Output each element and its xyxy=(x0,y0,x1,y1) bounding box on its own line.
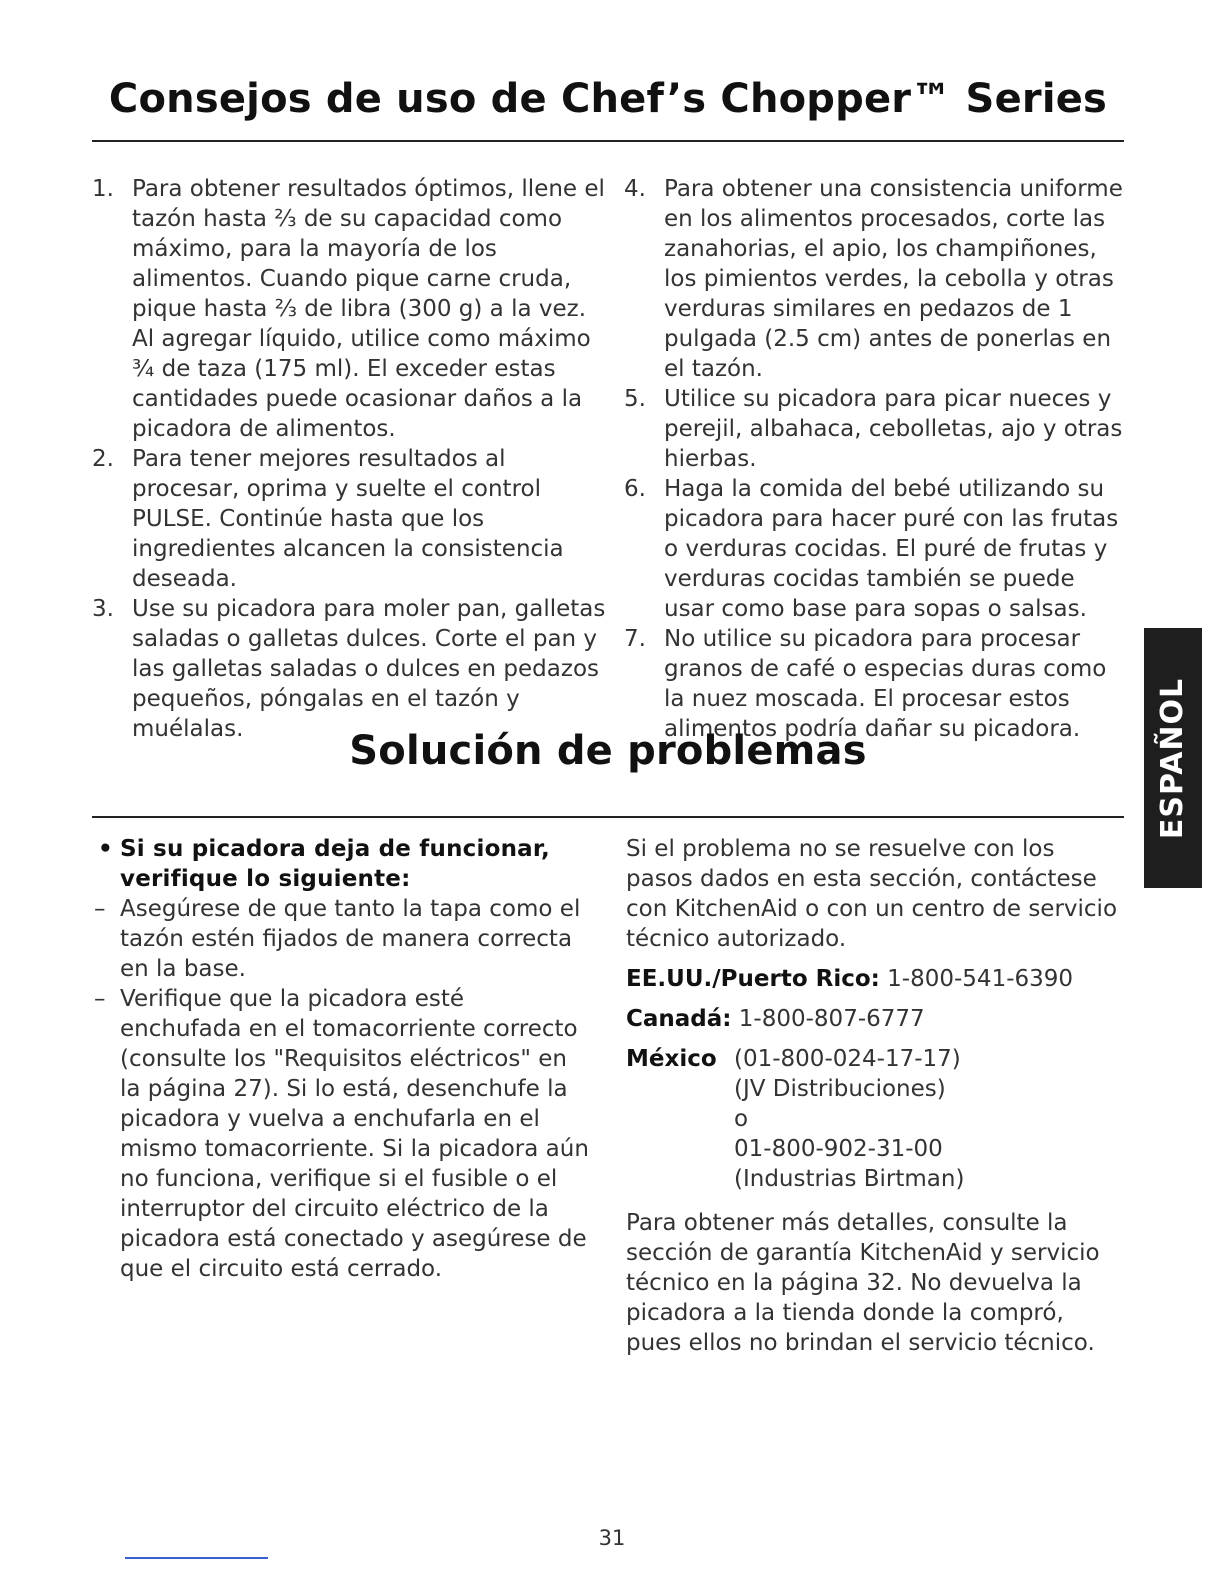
tip-number: 3. xyxy=(92,596,114,622)
contact-intro: Si el problema no se resuelve con los pasos dados en esta sección, contáctese con KitchenAid o con un centro de servicio técnico autorizado. xyxy=(626,836,1118,952)
us-label: EE.UU./Puerto Rico: xyxy=(626,966,880,992)
check-text: Verifique que la picadora esté enchufada en el tomacorriente correcto (consulte los "Requisitos eléctricos" en la página 27). Si lo está, desenchufe la picadora y vuelva a enchufarla en el mismo tomacorriente. Si la picadora aún no funciona, verifique si el fusible o el interruptor del circuito eléctrico de la picadora está conectado y asegúrese de que el circuito está cerrado. xyxy=(120,986,589,1282)
tips-list-left xyxy=(92,174,612,744)
tip-item-3 xyxy=(92,594,612,744)
tip-item-1 xyxy=(92,174,612,444)
tip-text: Use su picadora para moler pan, galletas saladas o galletas dulces. Corte el pan y las galletas saladas o dulces en pedazos pequeños, póngalas en el tazón y muélalas. xyxy=(132,596,606,742)
contact-mexico xyxy=(626,1044,1126,1194)
tip-number: 7. xyxy=(624,626,646,652)
check-item xyxy=(92,894,592,984)
check-item xyxy=(92,984,592,1284)
tips-title: Consejos de uso de Chef’s Chopper™ Series xyxy=(108,76,1108,122)
dash-icon: – xyxy=(94,896,106,922)
tip-item-5 xyxy=(624,384,1124,474)
title-divider xyxy=(92,140,1124,142)
tip-number: 6. xyxy=(624,476,646,502)
mexico-line: (JV Distribuciones) xyxy=(734,1076,946,1102)
tip-item-4 xyxy=(624,174,1124,384)
closing-paragraph: Para obtener más detalles, consulte la sección de garantía KitchenAid y servicio técnico en la página 32. No devuelva la picadora a la tienda donde la compró, pues ellos no brindan el servicio técnico. xyxy=(626,1210,1100,1356)
contact-info xyxy=(626,834,1126,1358)
check-heading xyxy=(92,834,592,894)
tip-number: 2. xyxy=(92,446,114,472)
troubleshooting-checks xyxy=(92,834,592,1284)
contact-canada xyxy=(626,1004,1126,1034)
tip-text: No utilice su picadora para procesar granos de café o especias duras como la nuez moscada. El procesar estos alimentos podría dañar su picadora. xyxy=(664,626,1107,742)
tip-text: Para obtener resultados óptimos, llene el tazón hasta ⅔ de su capacidad como máximo, para la mayoría de los alimentos. Cuando pique carne cruda, pique hasta ⅔ de libra (300 g) a la vez. Al agregar líquido, utilice como máximo ¾ de taza (175 ml). El exceder estas cantidades puede ocasionar daños a la picadora de alimentos. xyxy=(132,176,605,442)
tip-number: 1. xyxy=(92,176,114,202)
tip-item-6 xyxy=(624,474,1124,624)
tip-number: 5. xyxy=(624,386,646,412)
canada-phone: 1-800-807-6777 xyxy=(738,1006,925,1032)
tip-item-7 xyxy=(624,624,1124,744)
tip-item-2 xyxy=(92,444,612,594)
check-heading-text: Si su picadora deja de funcionar, verifique lo siguiente: xyxy=(120,836,550,892)
check-text: Asegúrese de que tanto la tapa como el tazón estén fijados de manera correcta en la base. xyxy=(120,896,581,982)
footer-line xyxy=(125,1557,268,1559)
section-divider xyxy=(92,816,1124,818)
mexico-line: o xyxy=(734,1106,749,1132)
tip-text: Para tener mejores resultados al procesar, oprima y suelte el control PULSE. Continúe hasta que los ingredientes alcancen la consistencia deseada. xyxy=(132,446,564,592)
tips-list-right xyxy=(624,174,1124,744)
bullet-icon: • xyxy=(98,836,113,862)
page-number: 31 xyxy=(598,1526,626,1550)
mexico-phones xyxy=(734,1044,964,1194)
tip-text: Haga la comida del bebé utilizando su picadora para hacer puré con las frutas o verduras cocidas. El puré de frutas y verduras cocidas también se puede usar como base para sopas o salsas. xyxy=(664,476,1119,622)
troubleshooting-title: Solución de problemas xyxy=(349,728,867,774)
mexico-line: (Industrias Birtman) xyxy=(734,1166,965,1192)
canada-label: Canadá: xyxy=(626,1006,732,1032)
tip-text: Para obtener una consistencia uniforme en los alimentos procesados, corte las zanahorias, el apio, los champiñones, los pimientos verdes, la cebolla y otras verduras similares en pedazos de 1 pulgada (2.5 cm) antes de ponerlas en el tazón. xyxy=(664,176,1123,382)
contact-us xyxy=(626,964,1126,994)
language-tab xyxy=(1144,628,1202,888)
mexico-line: (01-800-024-17-17) xyxy=(734,1046,961,1072)
mexico-label: México xyxy=(626,1046,717,1072)
mexico-line: 01-800-902-31-00 xyxy=(734,1136,943,1162)
language-tab-label: ESPAÑOL xyxy=(1155,677,1191,839)
us-phone: 1-800-541-6390 xyxy=(887,966,1074,992)
tip-text: Utilice su picadora para picar nueces y perejil, albahaca, cebolletas, ajo y otras hierbas. xyxy=(664,386,1123,472)
dash-icon: – xyxy=(94,986,106,1012)
tip-number: 4. xyxy=(624,176,646,202)
